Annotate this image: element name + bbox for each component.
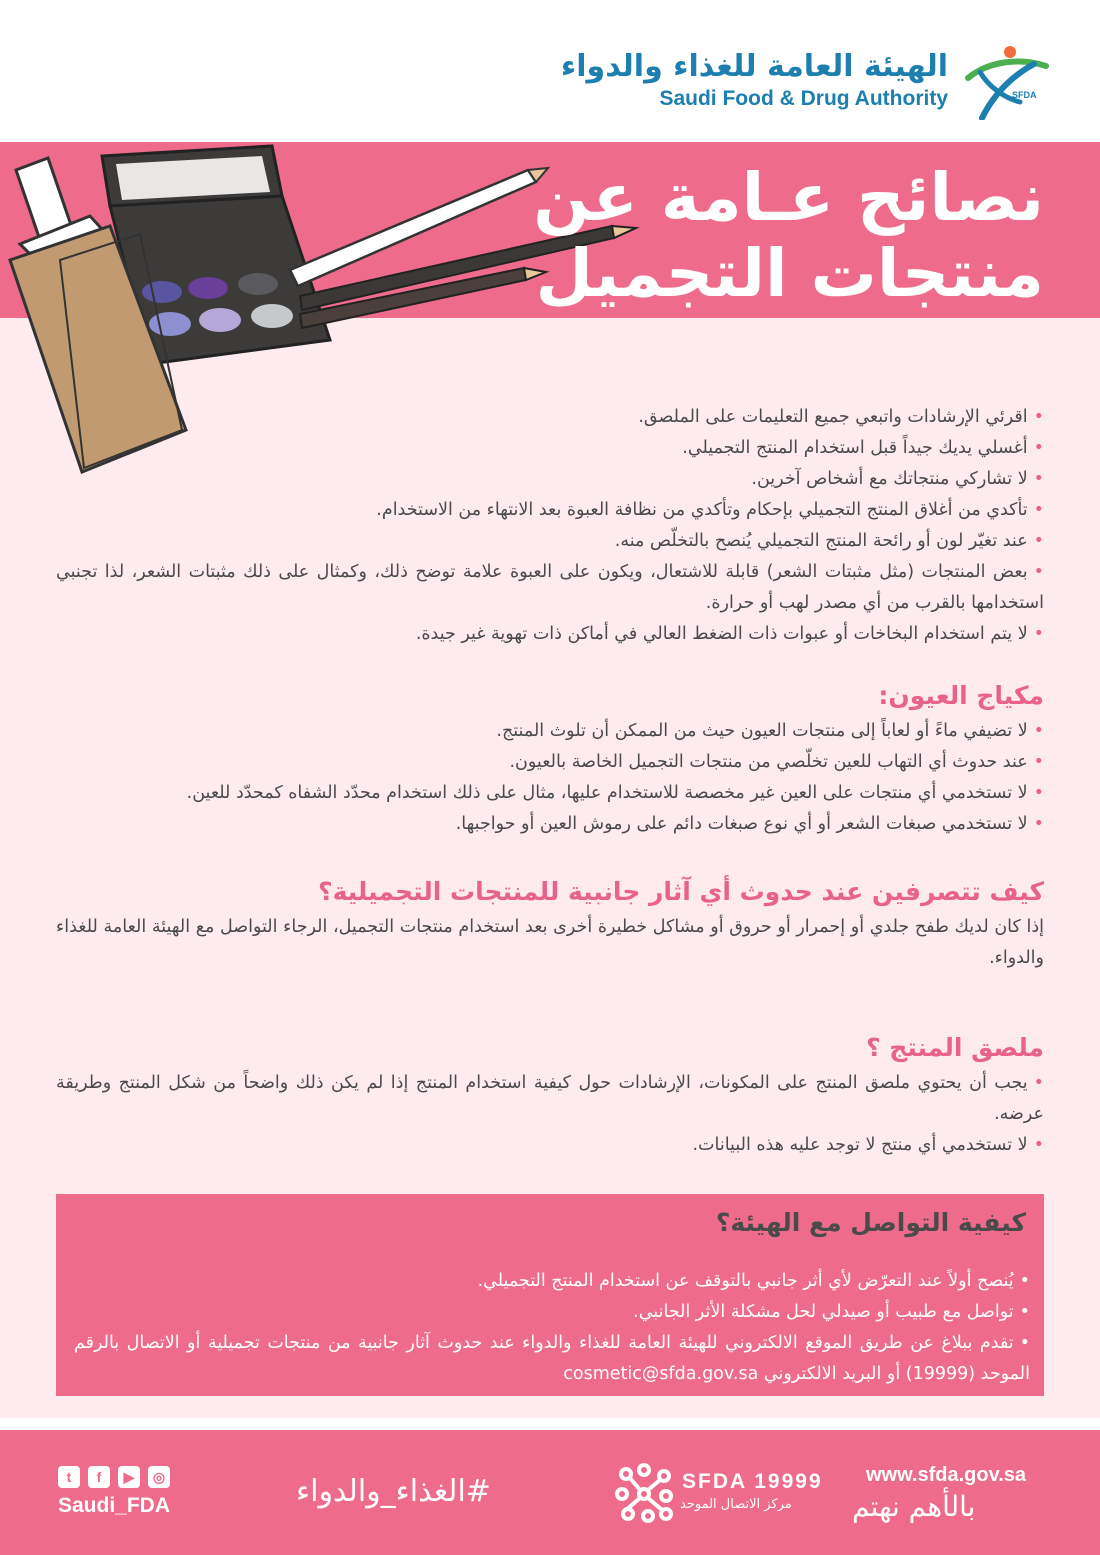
eye-makeup-section — [56, 680, 1044, 840]
product-label-section — [56, 1032, 1044, 1161]
eye-makeup-heading: مكياج العيون: — [878, 681, 1044, 710]
list-item: • يُنصح أولاً عند التعرّض لأي أثر جانبي بالتوقف عن استخدام المنتج التجميلي. — [74, 1266, 1030, 1297]
report-text: تقدم ببلاغ عن طريق الموقع الالكتروني للهيئة العامة للغذاء والدواء عند حدوث آثار جانبية من منتجات تجميلية أو الاتصال بالرقم الموحد (19999) أو البريد الالكتروني — [74, 1333, 1030, 1384]
title-line-2: منتجات التجميل — [535, 235, 1044, 312]
list-item: • تواصل مع طبيب أو صيدلي لحل مشكلة الأثر الجانبي. — [74, 1297, 1030, 1328]
list-item: • لا تستخدمي صبغات الشعر أو أي نوع صبغات دائم على رموش العين أو حواجبها. — [56, 809, 1044, 840]
side-effects-heading: كيف تتصرفين عند حدوث أي آثار جانبية للمنتجات التجميلية؟ — [318, 877, 1044, 906]
slogan: بالأهم نهتم — [852, 1490, 976, 1523]
page-title — [484, 160, 1044, 312]
sfda-logo — [960, 42, 1052, 120]
general-tips-section — [56, 402, 1044, 650]
product-label-heading: ملصق المنتج ؟ — [866, 1033, 1044, 1062]
contact-section — [74, 1266, 1030, 1390]
list-item: • اقرئي الإرشادات واتبعي جميع التعليمات على الملصق. — [56, 402, 1044, 433]
org-name-arabic: الهيئة العامة للغذاء والدواء — [560, 49, 948, 84]
social-handle[interactable]: Saudi_FDA — [58, 1494, 171, 1517]
side-effects-text: إذا كان لديك طفح جلدي أو إحمرار أو حروق أو مشاكل خطيرة أخرى بعد استخدام منتجات التجميل، الرجاء التواصل مع الهيئة العامة للغذاء والدواء. — [56, 917, 1044, 968]
twitter-icon[interactable]: t — [58, 1466, 80, 1488]
list-item: • لا تستخدمي أي منتج لا توجد عليه هذه البيانات. — [56, 1130, 1044, 1161]
facebook-icon[interactable]: f — [88, 1466, 110, 1488]
org-name-english: Saudi Food & Drug Authority — [659, 87, 948, 110]
list-item: • بعض المنتجات (مثل مثبتات الشعر) قابلة للاشتعال، ويكون على العبوة علامة توضح ذلك، وكمثال على ذلك مثبتات الشعر، لذا تجنبي استخدامها بالقرب من أي مصدر لهب أو حرارة. — [56, 557, 1044, 619]
list-item: • أغسلي يديك جيداً قبل استخدام المنتج التجميلي. — [56, 433, 1044, 464]
list-item: • لا تستخدمي أي منتجات على العين غير مخصصة للاستخدام عليها، مثال على ذلك استخدام محدّد الشفاه كمحدّد للعين. — [56, 778, 1044, 809]
hotline-number: SFDA 19999 — [682, 1470, 823, 1493]
instagram-icon[interactable]: ◎ — [148, 1466, 170, 1488]
email-link[interactable]: cosmetic@sfda.gov.sa — [563, 1364, 759, 1384]
list-item: • لا تشاركي منتجاتك مع أشخاص آخرين. — [56, 464, 1044, 495]
title-line-1: نصائح عـامة عن — [533, 159, 1044, 236]
hotline-icon — [614, 1462, 676, 1524]
list-item: • لا تضيفي ماءً أو لعاباً إلى منتجات العيون حيث من الممكن أن تلوث المنتج. — [56, 716, 1044, 747]
list-item: • لا يتم استخدام البخاخات أو عبوات ذات الضغط العالي في أماكن ذات تهوية غير جيدة. — [56, 619, 1044, 650]
list-item: • تأكدي من أغلاق المنتج التجميلي بإحكام وتأكدي من نظافة العبوة بعد الانتهاء من الاستخدام. — [56, 495, 1044, 526]
org-names — [561, 50, 948, 112]
svg-text:SFDA: SFDA — [1012, 90, 1037, 100]
website-link[interactable]: www.sfda.gov.sa — [866, 1464, 1027, 1486]
side-effects-section — [56, 876, 1044, 974]
hotline-label: مركز الاتصال الموحد — [680, 1497, 792, 1512]
list-item: • يجب أن يحتوي ملصق المنتج على المكونات، الإرشادات حول كيفية استخدام المنتج إذا لم يكن ذلك واضحاً من شكل المنتج وطريقة عرضه. — [56, 1068, 1044, 1130]
contact-heading: كيفية التواصل مع الهيئة؟ — [715, 1208, 1026, 1237]
youtube-icon[interactable]: ▶ — [118, 1466, 140, 1488]
list-item: • عند حدوث أي التهاب للعين تخلّصي من منتجات التجميل الخاصة بالعيون. — [56, 747, 1044, 778]
list-item — [74, 1328, 1030, 1390]
hashtag: #الغذاء_والدواء — [296, 1474, 491, 1509]
list-item: • عند تغيّر لون أو رائحة المنتج التجميلي يُنصح بالتخلّص منه. — [56, 526, 1044, 557]
